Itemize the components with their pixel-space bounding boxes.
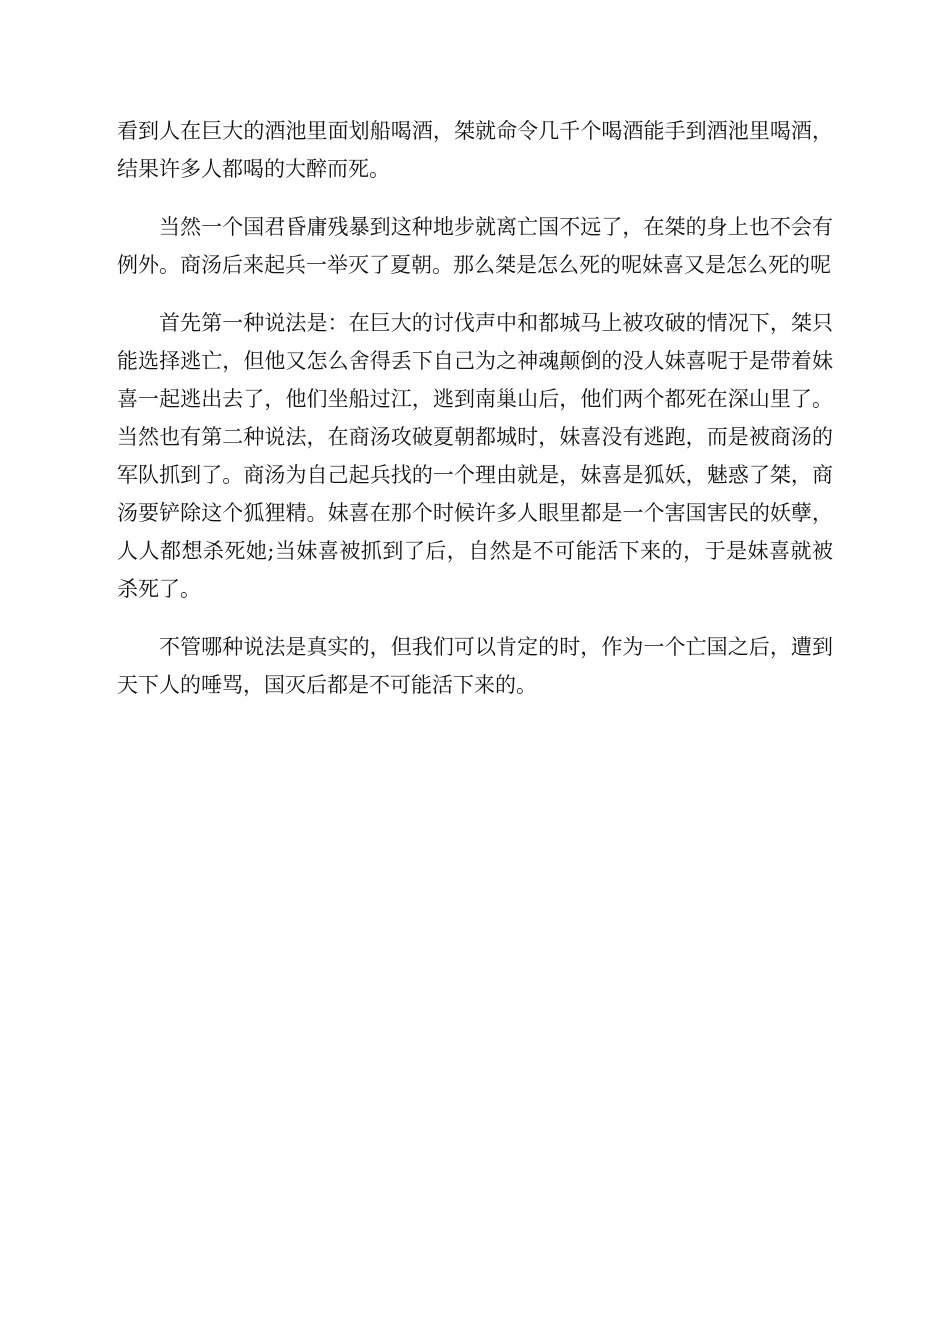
paragraph-4: 不管哪种说法是真实的，但我们可以肯定的时，作为一个亡国之后，遭到天下人的唾骂，国灭后都是不可能活下来的。 (117, 635, 833, 697)
paragraph-2: 当然一个国君昏庸残暴到这种地步就离亡国不远了，在桀的身上也不会有例外。商汤后来起兵一举灭了夏朝。那么桀是怎么死的呢妹喜又是怎么死的呢 (117, 215, 833, 277)
paragraph-1: 看到人在巨大的酒池里面划船喝酒，桀就命令几千个喝酒能手到酒池里喝酒，结果许多人都喝的大醉而死。 (117, 119, 833, 181)
document-body (117, 112, 833, 724)
paragraph-3: 首先第一种说法是：在巨大的讨伐声中和都城马上被攻破的情况下，桀只能选择逃亡，但他又怎么舍得丢下自己为之神魂颠倒的没人妹喜呢于是带着妹喜一起逃出去了，他们坐船过江，逃到南巢山后，他们两个都死在深山里了。当然也有第二种说法，在商汤攻破夏朝都城时，妹喜没有逃跑，而是被商汤的军队抓到了。商汤为自己起兵找的一个理由就是，妹喜是狐妖，魅惑了桀，商汤要铲除这个狐狸精。妹喜在那个时候许多人眼里都是一个害国害民的妖孽，人人都想杀死她;当妹喜被抓到了后，自然是不可能活下来的，于是妹喜就被杀死了。 (117, 311, 833, 601)
